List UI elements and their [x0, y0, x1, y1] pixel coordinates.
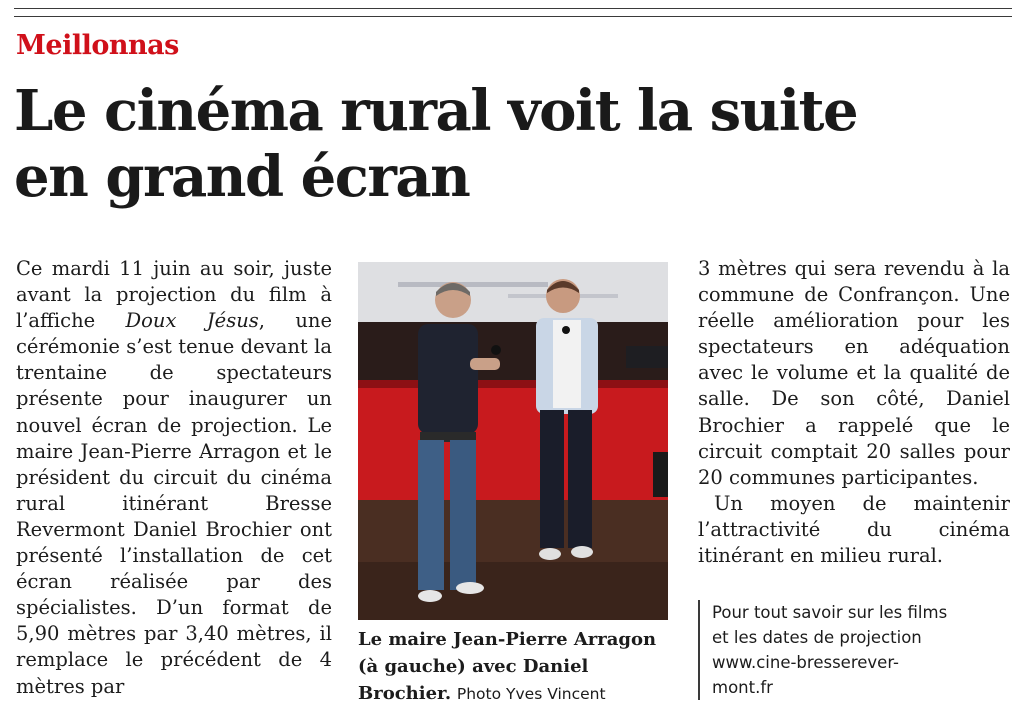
body-text: , une cérémonie s’est tenue devant la trentaine de spectateurs présente pour inaugurer un nouvel écran de projection. Le maire Jean-Pierre Arragon et le président du circuit du cinéma rural itinérant Bresse Revermont Daniel Brochier ont présenté l’installation de cet écran réalisée par des spécialistes. D’un format de 5,90 mètres par 3,40 mètres, il remplace le précédent de 4 mètres par	[16, 309, 333, 698]
top-rule-2	[14, 16, 1012, 17]
headline-line-2: en grand écran	[14, 144, 470, 210]
body-column-1	[16, 256, 332, 700]
info-link-line-1[interactable]: www.cine-bresserever-	[712, 653, 899, 672]
article-photo	[358, 262, 668, 620]
info-line-2: et les dates de projection	[712, 628, 922, 647]
caption-text: Le maire Jean-Pierre Arragon (à gauche) avec Daniel Brochier.	[358, 629, 657, 704]
top-rule-1	[14, 8, 1012, 9]
headline-line-1: Le cinéma rural voit la suite	[14, 78, 858, 144]
photo-caption	[358, 626, 678, 708]
info-box	[698, 600, 1022, 700]
film-title: Doux Jésus	[125, 309, 259, 333]
body-paragraph-3: Un moyen de maintenir l’attractivité du cinéma itinérant en milieu rural.	[698, 491, 1010, 568]
article-headline	[14, 78, 1004, 210]
info-line-1: Pour tout savoir sur les films	[712, 603, 948, 622]
article-kicker: Meillonnas	[16, 30, 179, 61]
photo-credit: Photo Yves Vincent	[456, 685, 606, 703]
body-text: Ce mardi 11 juin au soir, juste avant la projection du film à l’affiche	[16, 257, 332, 333]
body-paragraph-1	[16, 256, 332, 700]
body-paragraph-2: 3 mètres qui sera revendu à la commune de Confrançon. Une réelle amélioration pour les spectateurs en adéquation avec le volume et la qualité de salle. De son côté, Daniel Brochier a rappelé que le circuit comptait 20 salles pour 20 communes participantes.	[698, 257, 1010, 489]
info-link-line-2[interactable]: mont.fr	[712, 678, 773, 697]
body-column-3	[698, 256, 1010, 569]
